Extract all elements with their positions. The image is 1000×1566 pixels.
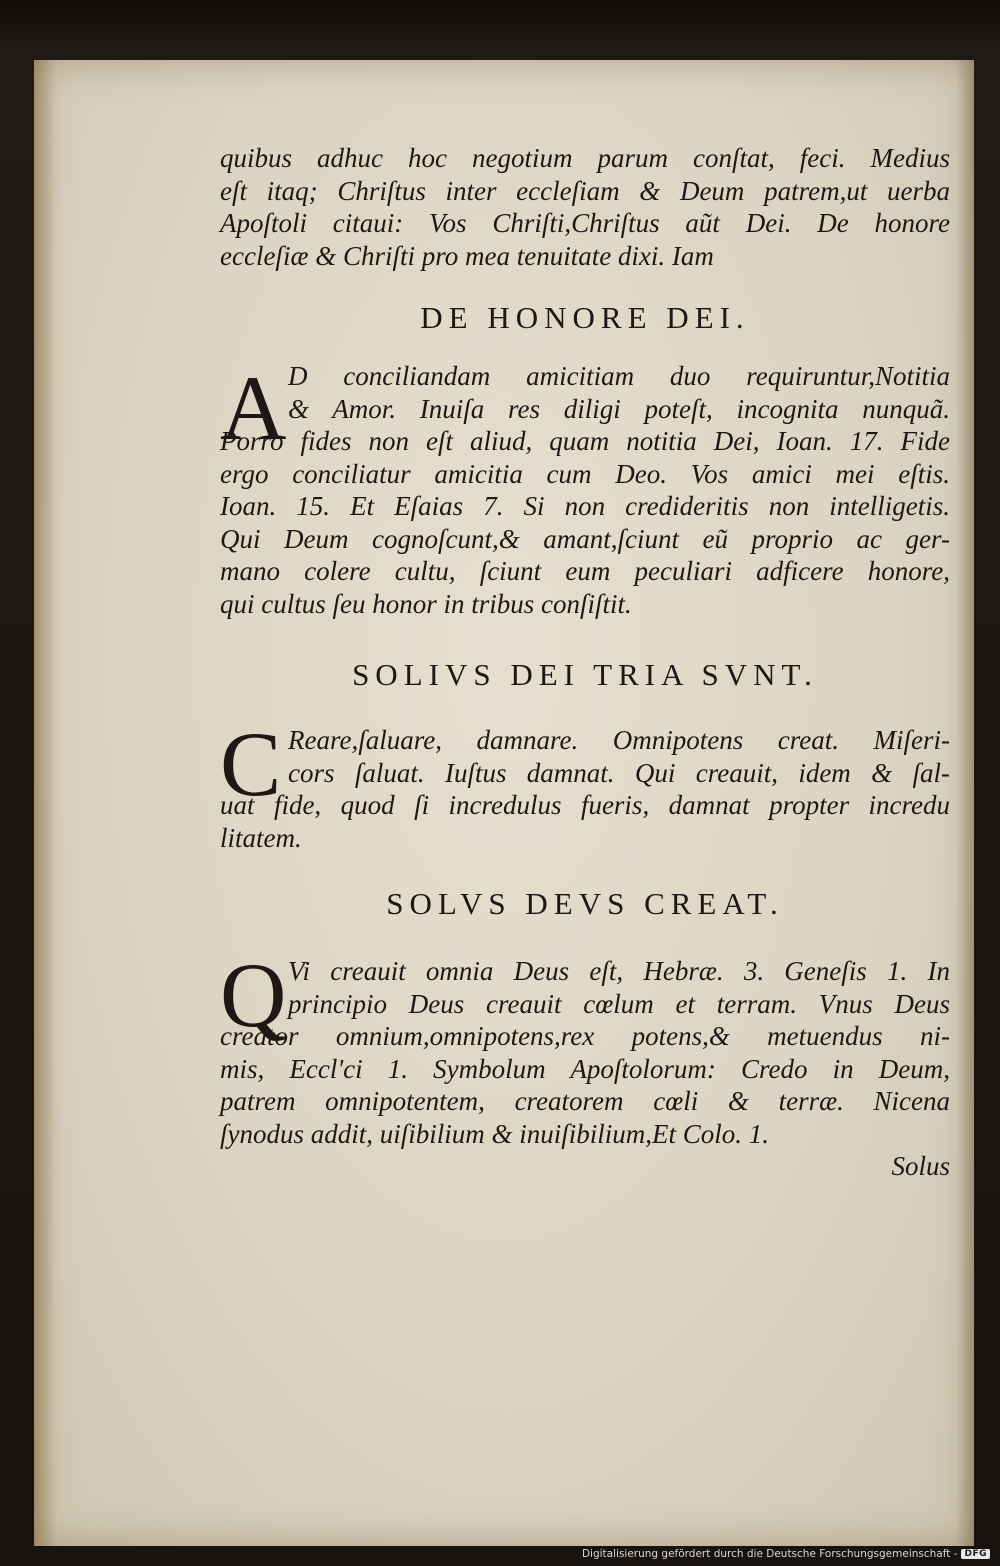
text-line: mis, Eccl'ci 1. Symbolum Apoſtolorum: Credo in Deum, [220,1053,950,1084]
text-line: uat fide, quod ſi incredulus fueris, damnat propter incredu [220,790,950,820]
text-line: quibus adhuc hoc negotium parum conſtat, feci. Medius [220,143,950,173]
text-line: Ioan. 15. Et Eſaias 7. Si non credideritis non intelligetis. [220,491,950,521]
intro-paragraph [220,142,950,272]
text-line: eſt itaq; Chriſtus inter eccleſiam & Deum patrem,ut uerba [220,175,950,206]
book-page [34,60,974,1546]
text-line: Porro fides non eſt aliud, quam notitia Dei, Ioan. 17. Fide [220,426,950,456]
text-line: D conciliandam amicitiam duo requiruntur,Notitia [288,361,950,391]
catchword: Solus [891,1151,950,1181]
text-line: litatem. [220,822,302,853]
text-line: principio Deus creauit cœlum et terram. Vnus Deus [288,988,950,1019]
digitization-credit [582,1546,990,1562]
text-line: qui cultus ſeu honor in tribus conſiſtit. [220,588,632,619]
section-heading-tria: SOLIVS DEI TRIA SVNT. [352,657,818,692]
text-line: cors ſaluat. Iuſtus damnat. Qui creauit, idem & ſal- [288,757,950,788]
drop-cap-a: A [220,357,287,459]
paragraph-honore [220,357,950,620]
text-line: Qui Deum cognoſcunt,& amant,ſciunt eũ proprio ac ger- [220,523,950,554]
text-line: Reare,ſaluare, damnare. Omnipotens creat. Miſeri- [288,725,950,755]
drop-cap-c: C [220,713,282,815]
credit-text: Digitalisierung gefördert durch die Deutsche Forschungsgemeinschaft - [581,1548,958,1560]
paragraph-creat [220,944,950,1183]
text-line: & Amor. Inuiſa res diligi poteſt, incognita nunquã. [288,393,950,424]
section-heading-creat: SOLVS DEVS CREAT. [386,886,784,921]
text-line: patrem omnipotentem, creatorem cœli & terræ. Nicena [220,1086,950,1116]
paragraph-tria [220,713,950,854]
dfg-logo-icon: DFG [961,1549,990,1559]
text-line: ergo conciliatur amicitia cum Deo. Vos amici mei eſtis. [220,458,950,489]
text-line: mano colere cultu, ſciunt eum peculiari adficere honore, [220,556,950,586]
text-line: Vi creauit omnia Deus eſt, Hebræ. 3. Geneſis 1. In [288,956,950,986]
drop-cap-q: Q [220,944,287,1046]
section-heading-honore: DE HONORE DEI. [420,300,750,335]
text-line: ſynodus addit, uiſibilium & inuiſibilium,Et Colo. 1. [220,1118,770,1149]
text-line: Apoſtoli citaui: Vos Chriſti,Chriſtus aũt Dei. De honore [220,208,950,238]
text-line: eccleſiæ & Chriſti pro mea tenuitate dixi. Iam [220,240,714,271]
text-line: creator omnium,omnipotens,rex potens,& metuendus ni- [220,1021,950,1051]
